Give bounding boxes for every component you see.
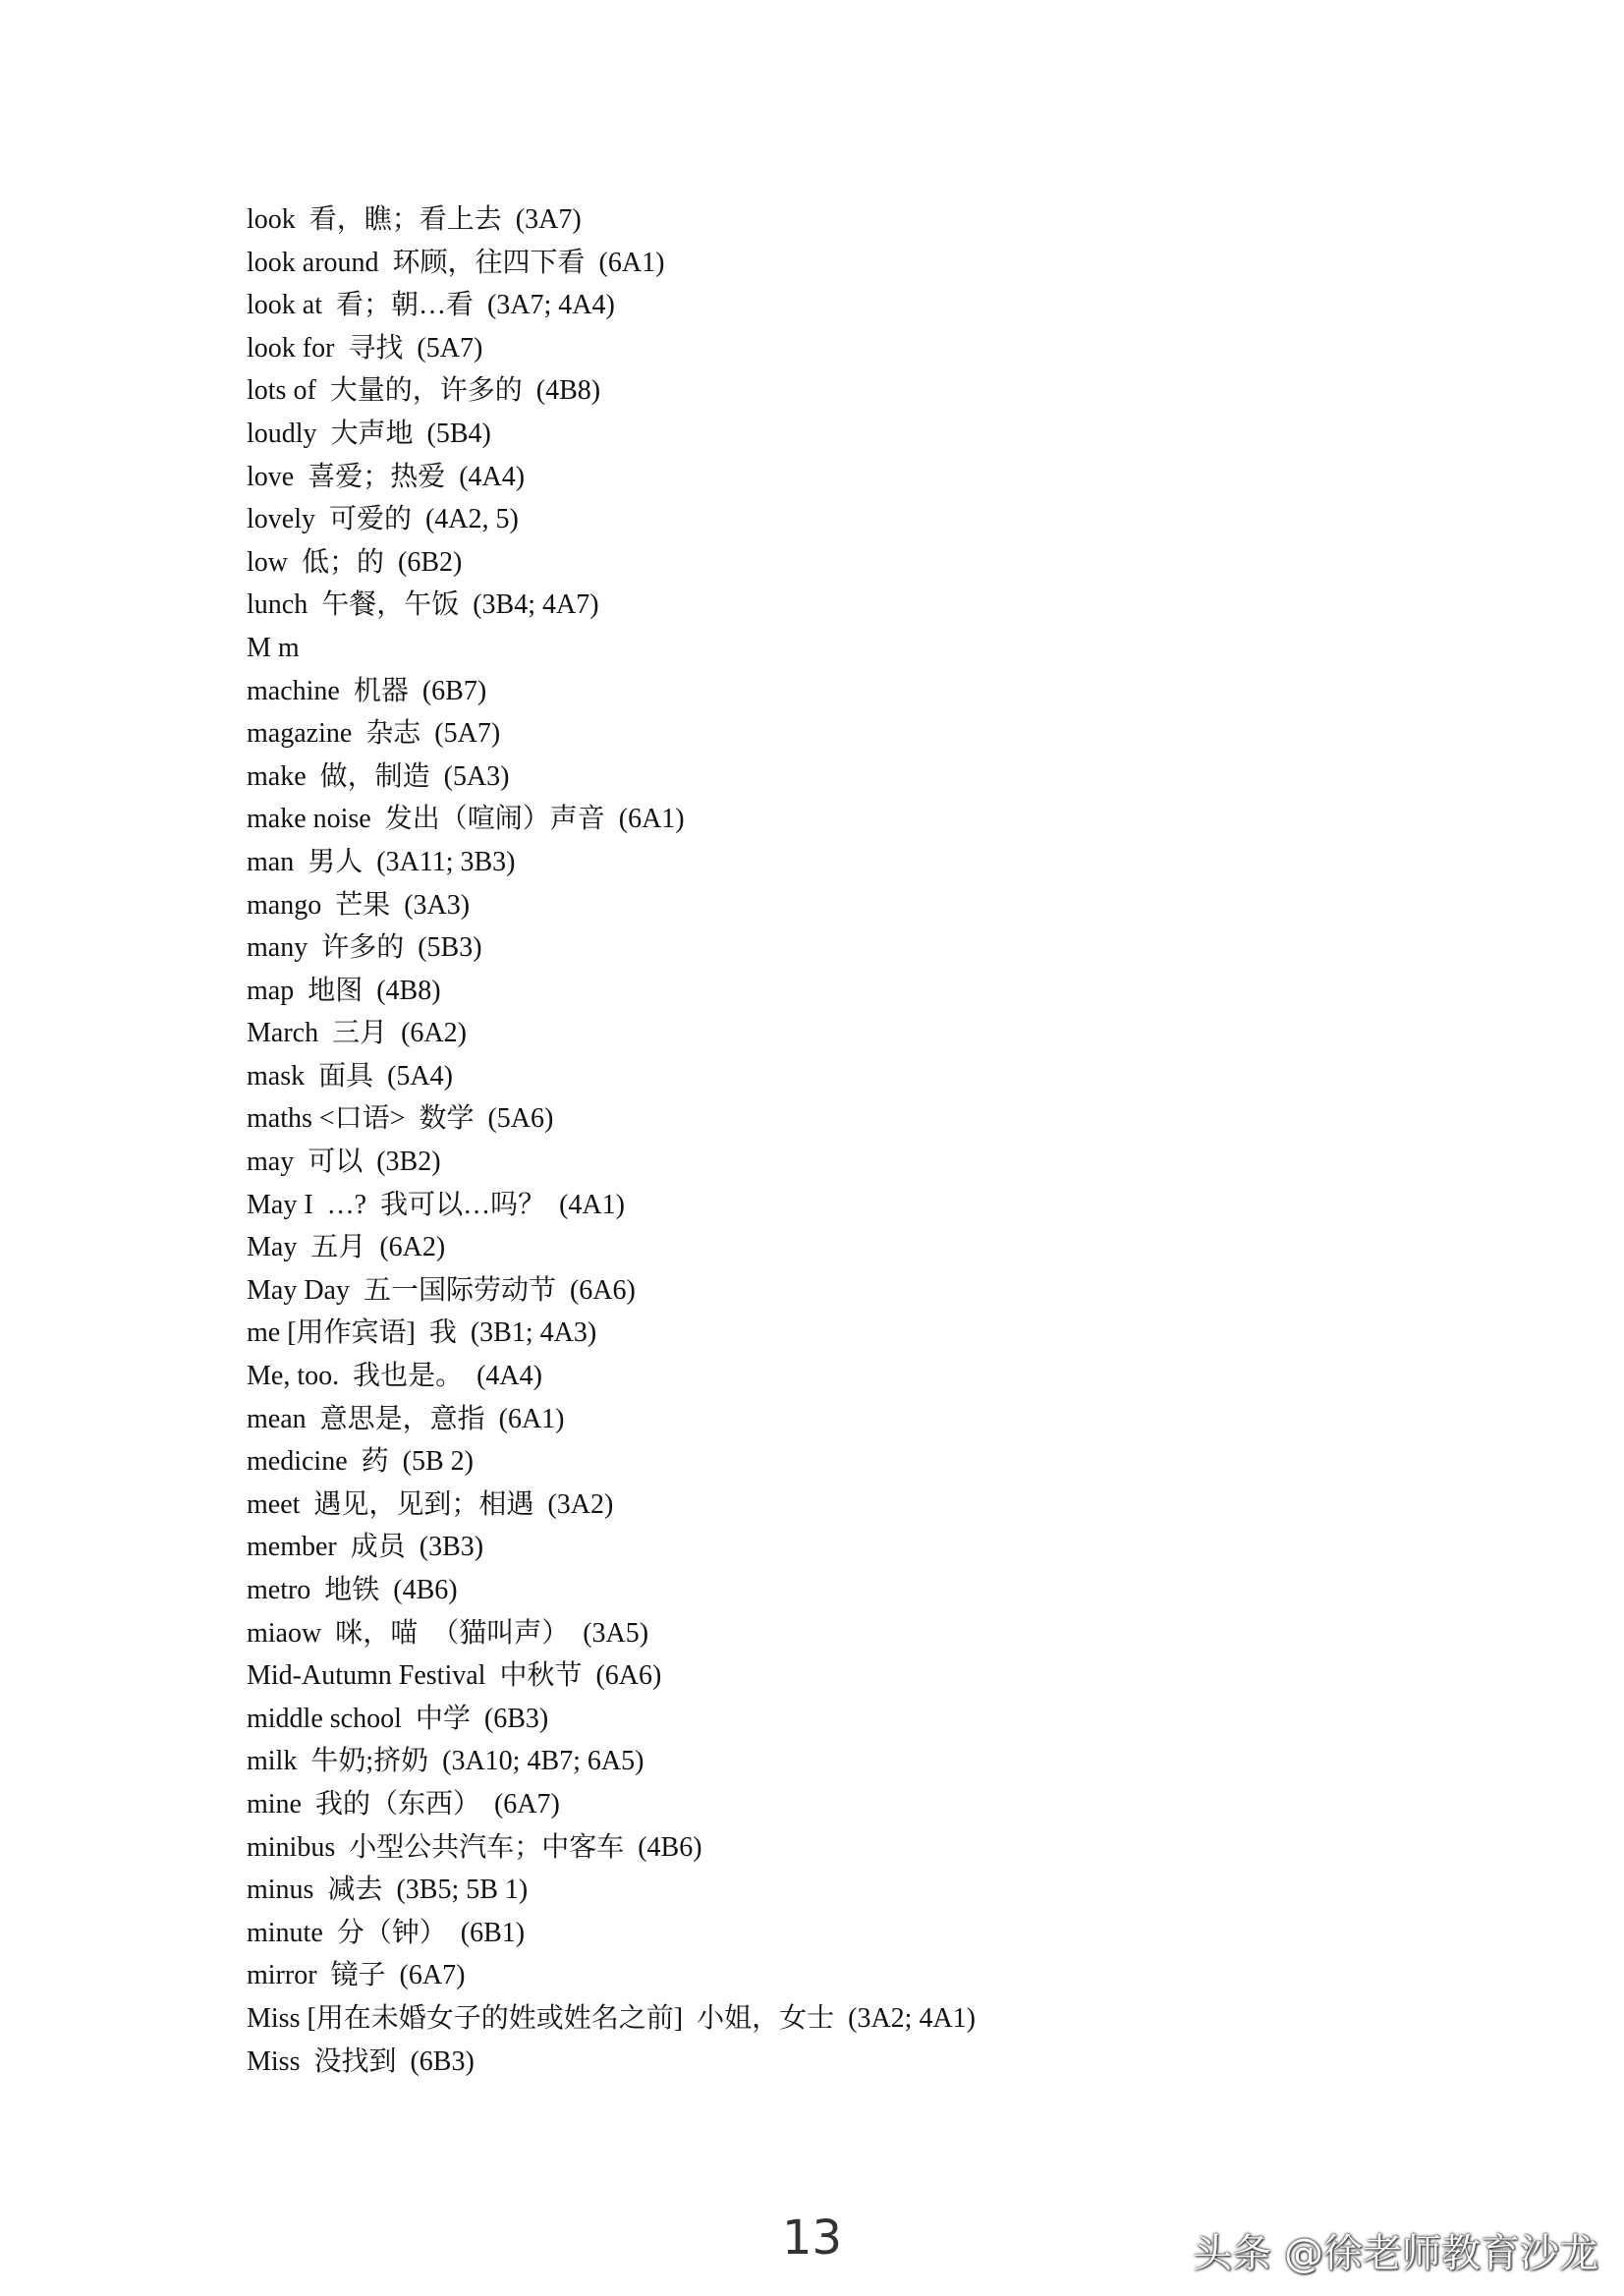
vocabulary-entry: mask 面具 (5A4) <box>247 1060 453 1092</box>
vocabulary-entry: middle school 中学 (6B3) <box>247 1703 549 1734</box>
vocabulary-entry: mine 我的（东西） (6A7) <box>247 1788 560 1820</box>
vocabulary-entry: many 许多的 (5B3) <box>247 932 482 964</box>
vocabulary-entry: miaow 咪，喵 （猫叫声） (3A5) <box>247 1617 649 1649</box>
vocabulary-entry: look at 看；朝…看 (3A7; 4A4) <box>247 290 615 321</box>
vocabulary-entry: member 成员 (3B3) <box>247 1532 484 1563</box>
vocabulary-entry: man 男人 (3A11; 3B3) <box>247 846 516 877</box>
vocabulary-entry: mirror 镜子 (6A7) <box>247 1960 466 1991</box>
vocabulary-entry: make noise 发出（喧闹）声音 (6A1) <box>247 804 685 835</box>
vocabulary-entry: minus 减去 (3B5; 5B 1) <box>247 1875 529 1906</box>
vocabulary-entry: metro 地铁 (4B6) <box>247 1575 458 1605</box>
vocabulary-entry: March 三月 (6A2) <box>247 1018 467 1049</box>
vocabulary-entry: May Day 五一国际劳动节 (6A6) <box>247 1274 636 1306</box>
vocabulary-entry: lots of 大量的，许多的 (4B8) <box>247 375 601 407</box>
vocabulary-entry: look for 寻找 (5A7) <box>247 332 483 364</box>
vocabulary-entry: maths <口语> 数学 (5A6) <box>247 1103 554 1135</box>
vocabulary-entry: milk 牛奶;挤奶 (3A10; 4B7; 6A5) <box>247 1746 644 1777</box>
vocabulary-entry: minibus 小型公共汽车；中客车 (4B6) <box>247 1831 702 1863</box>
vocabulary-entry: mango 芒果 (3A3) <box>247 889 471 921</box>
vocabulary-entry: May 五月 (6A2) <box>247 1232 446 1263</box>
vocabulary-list <box>247 198 976 2083</box>
vocabulary-entry: look 看，瞧；看上去 (3A7) <box>247 204 582 235</box>
vocabulary-entry: me [用作宾语] 我 (3B1; 4A3) <box>247 1317 597 1349</box>
section-heading-m: M m <box>247 632 300 663</box>
vocabulary-entry: minute 分（钟） (6B1) <box>247 1917 526 1948</box>
vocabulary-entry: Miss 没找到 (6B3) <box>247 2045 475 2077</box>
vocabulary-entry: magazine 杂志 (5A7) <box>247 718 501 750</box>
vocabulary-entry: map 地图 (4B8) <box>247 975 441 1006</box>
vocabulary-entry: medicine 药 (5B 2) <box>247 1446 474 1478</box>
vocabulary-entry: mean 意思是，意指 (6A1) <box>247 1403 565 1434</box>
vocabulary-entry: May I …? 我可以…吗？ (4A1) <box>247 1189 625 1220</box>
vocabulary-entry: look around 环顾，往四下看 (6A1) <box>247 247 665 278</box>
vocabulary-entry: may 可以 (3B2) <box>247 1147 441 1178</box>
vocabulary-entry: lunch 午餐，午饭 (3B4; 4A7) <box>247 589 599 621</box>
vocabulary-entry: meet 遇见，见到；相遇 (3A2) <box>247 1488 614 1520</box>
vocabulary-entry: low 低；的 (6B2) <box>247 546 463 578</box>
vocabulary-entry: make 做，制造 (5A3) <box>247 760 510 792</box>
vocabulary-entry: Miss [用在未婚女子的姓或姓名之前] 小姐，女士 (3A2; 4A1) <box>247 2002 976 2034</box>
vocabulary-entry: love 喜爱；热爱 (4A4) <box>247 461 526 492</box>
watermark: 头条 @徐老师教育沙龙 <box>1193 2231 1598 2276</box>
vocabulary-entry: loudly 大声地 (5B4) <box>247 418 491 449</box>
page-number: 13 <box>781 2211 843 2266</box>
vocabulary-entry: Mid-Autumn Festival 中秋节 (6A6) <box>247 1660 662 1692</box>
vocabulary-entry: machine 机器 (6B7) <box>247 675 487 706</box>
vocabulary-entry: Me, too. 我也是。 (4A4) <box>247 1361 542 1392</box>
vocabulary-entry: lovely 可爱的 (4A2, 5) <box>247 504 519 535</box>
